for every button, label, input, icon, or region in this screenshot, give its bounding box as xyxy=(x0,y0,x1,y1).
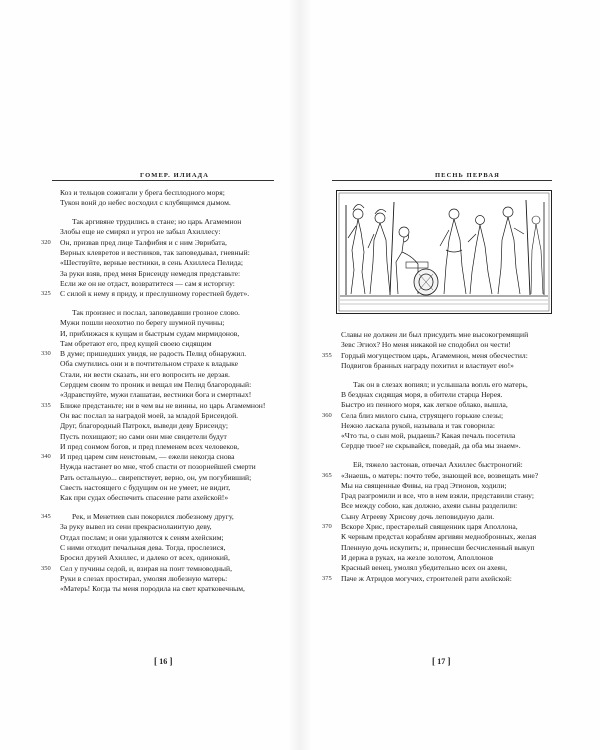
verse-line xyxy=(341,460,538,470)
verse-text: Зевс Эгиох? Но меня никакой не сподобил он чести! xyxy=(341,340,511,350)
folio-number-left: 16 xyxy=(159,657,168,666)
verse-text: Мы на священные Фивы, на град Этионов, ходили; xyxy=(341,480,507,490)
verse-line xyxy=(341,543,538,553)
verse-line xyxy=(341,340,538,350)
header-rule-right xyxy=(332,180,552,181)
verse-line xyxy=(341,532,538,542)
line-number: 320 xyxy=(41,238,51,246)
verse-text: Отдал послам; и они удаляются к сеням ахейским; xyxy=(60,532,224,542)
verse-text: Нежно ласкала рукой, называла и так говорила: xyxy=(341,420,495,430)
illustration-frame xyxy=(337,191,552,314)
stanza-gap xyxy=(60,299,265,308)
verse-line xyxy=(341,361,538,371)
verse-text: Все между собою, как должно, ахеяи сыны разделили: xyxy=(341,501,518,511)
line-number: 350 xyxy=(41,564,51,572)
verse-text: Коз и тельцов сожигали у брега бесплодного моря; xyxy=(60,188,225,197)
verse-line xyxy=(60,269,265,279)
verse-line xyxy=(341,431,538,441)
verse-text: Оба смутились они и в почтительном страхе к владыке xyxy=(60,359,238,369)
verse-line xyxy=(60,473,265,483)
line-number: 340 xyxy=(41,453,51,461)
verse-line xyxy=(60,483,265,493)
verse-text: Рать остальную... свирепствует, верно, он, ум погубивший; xyxy=(60,472,252,482)
verse-line xyxy=(322,410,538,421)
verse-line xyxy=(60,522,265,532)
verse-line xyxy=(41,349,265,359)
verse-line xyxy=(341,563,538,573)
verse-text: Злобы еще не смирял и угроз не забыл Ахиллесу: xyxy=(60,227,221,237)
verse-text: Села близ милого сына, струящего горькие слезы; xyxy=(341,410,504,420)
verse-text: Бросил друзей Ахиллес, и далеко от всех, одинокий, xyxy=(60,553,230,563)
verse-line xyxy=(322,573,538,584)
verse-line xyxy=(60,390,265,400)
verse-line xyxy=(41,289,265,299)
verse-text: Он вас послал за наградой моей, за младой Брисеидой. xyxy=(60,410,239,420)
verse-text: Нужда настанет во мне, чтоб спасти от позорнейшей смерти xyxy=(60,462,256,472)
verse-text: Как при судах обеспечить спасение рати ахейской!» xyxy=(60,493,229,503)
verse-text: К черным предстал кораблям аргивян меднобронных, желая xyxy=(341,532,537,542)
verse-text: Сел у пучины седой, и, взирая на понт темноводный, xyxy=(60,563,232,573)
verse-line xyxy=(341,501,538,511)
right-poem-text xyxy=(322,330,539,584)
verse-text: Сердцем своим то проник и вещал им Пелид благородный: xyxy=(60,380,252,390)
verse-text: Верных клевретов и вестников, так заповедывал, гневный: xyxy=(60,247,250,257)
verse-line xyxy=(60,258,265,268)
verse-line xyxy=(41,452,265,462)
verse-text: Сердце твое? не скрывайся, поведай, да оба мы знаем». xyxy=(341,441,521,451)
verse-line xyxy=(60,248,265,258)
verse-line xyxy=(341,441,538,451)
verse-line xyxy=(341,380,538,390)
verse-text: Если же он не отдаст, возвратитеся — сам я исторгну: xyxy=(60,278,235,288)
verse-text: В думе; пришедших увидя, не радость Пелид обнаружил. xyxy=(60,349,247,359)
verse-line xyxy=(341,400,538,410)
verse-line xyxy=(60,227,265,237)
verse-line xyxy=(60,188,265,198)
verse-line xyxy=(41,400,266,411)
verse-line xyxy=(341,390,538,400)
verse-text: «Что ты, о сын мой, рыдаешь? Какая печаль посетила xyxy=(341,431,516,441)
verse-line xyxy=(60,370,265,380)
verse-text: Свесть настоящего с будущим он не умеет, не видит, xyxy=(60,483,231,493)
verse-line xyxy=(60,339,265,349)
folio-bracket: ] xyxy=(445,656,451,666)
verse-line xyxy=(60,217,265,227)
verse-text: Тукон вонй до небес восходил с клубящимся дымом. xyxy=(60,198,231,208)
verse-text: «Знаешь, о матерь: почто тебе, знающей все, возвещать мне? xyxy=(341,470,539,480)
verse-text: Так он в слезах вопиял; и услышала вопль его матерь, xyxy=(353,379,528,389)
verse-line xyxy=(41,563,265,574)
verse-line xyxy=(341,330,538,340)
line-number: 375 xyxy=(322,574,332,582)
engraving-illustration xyxy=(336,190,552,314)
verse-text: «Шествуйте, верные вестники, в сень Ахиллеса Пелида; xyxy=(60,258,243,268)
verse-line xyxy=(341,512,538,522)
verse-text: Паче ж Атридов могучих, строителей рати ахейской: xyxy=(341,573,512,583)
verse-text: Там обретают его, пред кущей своею сидящим xyxy=(60,338,212,348)
verse-text: Пленную дочь искупить; и, принесши бесчисленный выкуп xyxy=(341,542,535,552)
verse-line xyxy=(60,543,265,553)
verse-text: Пусть похищают; но сами они мне свидетели будут xyxy=(60,431,227,441)
verse-text: Сыну Атрееву Хрисову дочь леповидную дали. xyxy=(341,511,495,521)
verse-text: Славы не должен ли был присудить мне высокогремящий xyxy=(341,330,529,339)
verse-line xyxy=(60,584,265,594)
verse-text: Друг, благородный Патрокл, выведи деву Брисеиду; xyxy=(60,421,228,431)
verse-text: Так аргивяне трудились в стане; но царь Агамемнон xyxy=(72,217,242,227)
stanza-gap xyxy=(60,209,265,218)
line-number: 355 xyxy=(322,351,332,359)
stanza-gap xyxy=(341,371,538,380)
verse-line xyxy=(60,329,265,339)
page-number-right xyxy=(432,656,451,666)
verse-line xyxy=(341,481,538,491)
verse-text: И, приближася к кущам и быстрым судам мирмидонов, xyxy=(60,328,240,338)
verse-line xyxy=(322,522,538,532)
stanza-gap xyxy=(341,452,538,461)
line-number: 365 xyxy=(322,471,332,479)
left-poem-text xyxy=(41,188,266,594)
header-rule-left xyxy=(52,180,274,181)
line-number: 370 xyxy=(322,523,332,531)
line-number: 335 xyxy=(41,401,51,409)
verse-line xyxy=(60,432,265,442)
running-head-left: ГОМЕР. ИЛИАДА xyxy=(140,172,210,179)
verse-text: С силой к нему я приду, и преслушному горестней будет». xyxy=(60,289,250,299)
verse-text: Стали, ни вести сказать, ни его вопросить не дерзая. xyxy=(60,369,230,379)
verse-line xyxy=(41,237,265,248)
page-number-left xyxy=(154,656,173,666)
verse-text: Ей, тяжело застонав, отвечал Ахиллес быстроногий: xyxy=(353,460,523,470)
verse-line xyxy=(60,442,265,452)
verse-line xyxy=(60,533,265,543)
verse-text: Быстро из пенного моря, как легкое облако, вышла, xyxy=(341,400,508,410)
folio-bracket: [ xyxy=(432,656,438,666)
verse-line xyxy=(60,318,265,328)
folio-bracket: [ xyxy=(154,656,160,666)
verse-line xyxy=(341,491,538,501)
verse-text: Рек, и Менетиев сын покорился любезному другу, xyxy=(72,512,234,522)
verse-line xyxy=(60,198,265,208)
verse-line xyxy=(60,553,265,563)
folio-number-right: 17 xyxy=(437,657,446,666)
line-number: 345 xyxy=(41,513,51,521)
verse-text: Ближе предстаньте; ни в чем вы не винны, но царь Агамемнон! xyxy=(60,400,266,410)
verse-text: Подвигов бранных награду похитил и властвует ею!» xyxy=(341,360,514,370)
line-number: 360 xyxy=(322,411,332,419)
verse-text: За руки взяв, пред меня Брисеиду немедля представьте: xyxy=(60,268,241,278)
verse-line xyxy=(60,359,265,369)
verse-text: Он, призвав пред лице Талфибия и с ним Эврибата, xyxy=(60,237,227,247)
verse-line xyxy=(60,421,265,431)
verse-line xyxy=(60,308,265,318)
shield-object xyxy=(414,269,438,295)
verse-line xyxy=(341,553,538,563)
verse-line xyxy=(60,411,265,421)
verse-text: С ними отходит печальная дева. Тогда, прослезися, xyxy=(60,543,226,552)
verse-text: Гордый могуществом царь, Агамемнон, меня обесчестил: xyxy=(341,350,528,360)
verse-text: Руки в слезах простирал, умоляя любезную матерь: xyxy=(60,573,228,583)
line-number: 325 xyxy=(41,290,51,298)
running-head-right: ПЕСНЬ ПЕРВАЯ xyxy=(435,172,500,179)
verse-text: Мужи пошли неохотно по берегу шумной пучины; xyxy=(60,318,225,328)
verse-line xyxy=(60,279,265,289)
verse-text: Вскоре Хрис, престарелый священник царя Аполлона, xyxy=(341,522,518,532)
verse-text: И держа в руках, на жезле золотом, Аполлонов xyxy=(341,552,494,562)
stanza-gap xyxy=(60,504,265,513)
verse-text: «Здравствуйте, мужи глашатаи, вестники бога и смертных! xyxy=(60,390,252,400)
verse-text: Красный венец, умолял убедительно всех он ахеян, xyxy=(341,563,507,573)
verse-line xyxy=(60,380,265,390)
verse-line xyxy=(322,470,539,481)
verse-text: Так произнес и послал, заповедавши грозное слово. xyxy=(72,307,240,317)
verse-text: И пред царем сим неистовым, — ежели некогда снова xyxy=(60,452,235,462)
verse-line xyxy=(60,493,265,503)
verse-line xyxy=(322,350,538,361)
verse-text: В безднах сидящая моря, в обители старца Нерея. xyxy=(341,389,503,399)
verse-line xyxy=(60,462,265,472)
verse-text: За руку вывел из сени прекраснолаинтую деву, xyxy=(60,522,212,532)
verse-line xyxy=(41,512,265,522)
folio-bracket: ] xyxy=(167,656,173,666)
line-number: 330 xyxy=(41,350,51,358)
verse-text: И пред сонмом богов, и пред племенем всех человеков, xyxy=(60,441,240,451)
verse-text: Град разгромили и все, что в нем взяли, представили стану; xyxy=(341,491,534,501)
verse-line xyxy=(341,421,538,431)
verse-text: «Матерь! Когда ты меня породила на свет кратковечным, xyxy=(60,584,245,594)
verse-line xyxy=(60,574,265,584)
